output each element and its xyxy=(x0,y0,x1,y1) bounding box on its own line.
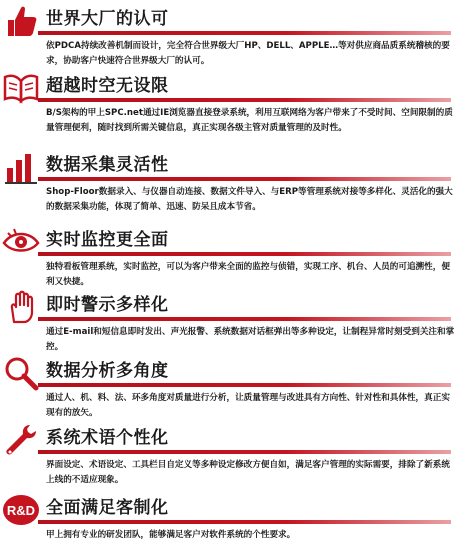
feature-description: B/S架构的甲上SPC.net通过IE浏览器直接登录系统，利用互联网络为客户带来了不受时间、空间限制的质量管理便利，随时找到所需关键信息，真正实现各级主管对质量管理的及时性。 xyxy=(46,108,453,133)
wrench-icon xyxy=(2,421,40,459)
bar-chart-icon xyxy=(2,148,40,186)
feature-description: 依PDCA持续改善机制而设计，完全符合世界级大厂HP、DELL、APPLE…等对供应商品质系统稽核的要求，协助客户快速符合世界级大厂的认可。 xyxy=(46,41,450,66)
title-underline xyxy=(38,252,451,256)
eye-icon xyxy=(2,223,40,261)
thumbs-up-icon xyxy=(2,2,40,40)
open-book-icon xyxy=(2,69,40,107)
feature-description: 独特看板管理系统，实时监控，可以为客户带来全面的监控与侦错，实现工序、机台、人员的可追溯性，便利又快捷。 xyxy=(46,262,450,287)
title-underline xyxy=(38,450,451,454)
title-underline xyxy=(38,31,451,35)
feature-title: 系统术语个性化 xyxy=(46,428,169,448)
feature-title: 数据分析多角度 xyxy=(46,361,169,381)
feature-title: 超越时空无设限 xyxy=(46,76,169,96)
rd-logo-icon xyxy=(2,491,40,529)
magnifier-icon xyxy=(2,354,40,392)
title-underline xyxy=(38,520,451,524)
feature-description: 界面设定、术语设定、工具栏目自定义等多种设定修改方便自如，满足客户管理的实际需要，排除了新系统上线的不适应现象。 xyxy=(46,460,450,485)
feature-description: 通过人、机、料、法、环多角度对质量进行分析，让质量管理与改进具有方向性、针对性和具体性，真正实现有的放矢。 xyxy=(46,393,450,418)
title-underline xyxy=(38,177,451,181)
feature-title: 即时警示多样化 xyxy=(46,295,169,315)
title-underline xyxy=(38,98,451,102)
hand-icon xyxy=(2,288,40,326)
feature-description: 通过E-mail和短信息即时发出、声光报警、系统数据对话框弹出等多种设定，让制程异常时刻受到关注和掌控。 xyxy=(46,327,455,352)
feature-title: 数据采集灵活性 xyxy=(46,155,169,175)
rd-logo-text: R&D xyxy=(6,503,36,518)
feature-title: 全面满足客制化 xyxy=(46,498,169,518)
feature-title: 实时监控更全面 xyxy=(46,230,169,250)
feature-title: 世界大厂的认可 xyxy=(46,9,169,29)
feature-description: Shop-Floor数据录入、与仪器自动连接、数据文件导入、与ERP等管理系统对接等多样化、灵活化的强大的数据采集功能，体现了简单、迅速、防呆且成本节省。 xyxy=(46,187,453,212)
title-underline xyxy=(38,383,451,387)
title-underline xyxy=(38,317,451,321)
feature-description: 甲上拥有专业的研发团队，能够满足客户对软件系统的个性要求。 xyxy=(46,530,296,540)
